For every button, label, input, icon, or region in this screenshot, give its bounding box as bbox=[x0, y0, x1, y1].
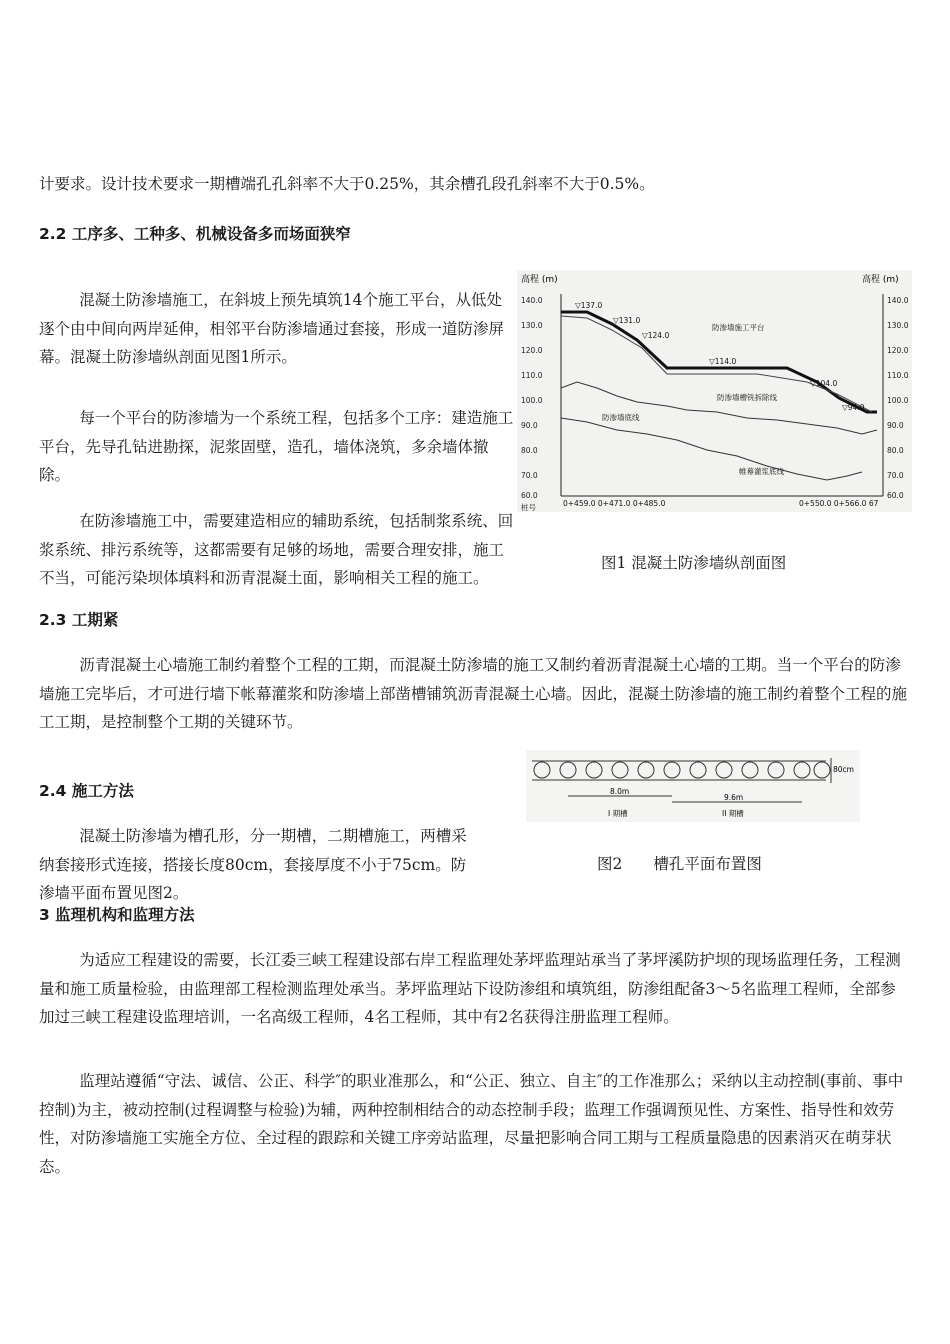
tick-left-5: 90.0 bbox=[521, 421, 538, 430]
tick-right-1: 130.0 bbox=[887, 321, 909, 330]
paragraph-2-2-1: 混凝土防渗墙施工，在斜坡上预先填筑14个施工平台，从低处逐个由中间向两岸延伸，相邻平台防渗墙通过套接，形成一道防渗屏幕。混凝土防渗墙纵剖面见图1所示。 bbox=[39, 291, 505, 366]
dim-b: 9.6m bbox=[724, 793, 744, 802]
elev-137: ▽137.0 bbox=[575, 301, 603, 310]
paragraph-3-2: 监理站遵循“守法、诚信、公正、科学″的职业准那么，和“公正、独立、自主″的工作准那么；采纳以主动控制(事前、事中控制)为主，被动控制(过程调整与检验)为辅，两种控制相结合的动态控制手段；监理工作强调预见性、方案性、指导性和效劳性，对防渗墙施工实施全方位、全过程的跟踪和关键工序旁站监理，尽量把影响合同工期与工程质量隐患的因素消灭在萌芽状态。 bbox=[39, 1072, 904, 1176]
tick-right-7: 70.0 bbox=[887, 471, 904, 480]
label-wall-bottom: 防渗墙底线 bbox=[602, 413, 640, 422]
right-axis-title: 高程 (m) bbox=[862, 275, 899, 285]
label-stage-2: II 期槽 bbox=[722, 809, 744, 818]
figure-1-cross-section bbox=[517, 270, 912, 512]
tick-left-7: 70.0 bbox=[521, 471, 538, 480]
label-platform: 防渗墙施工平台 bbox=[712, 323, 765, 332]
elev-94: ▽94.0 bbox=[842, 403, 865, 412]
figure-1-caption: 图1 混凝土防渗墙纵剖面图 bbox=[601, 554, 787, 572]
dim-width: 80cm bbox=[833, 765, 854, 774]
tick-left-3: 110.0 bbox=[521, 371, 543, 380]
stations-right: 0+550.0 0+566.0 67 bbox=[799, 499, 879, 508]
tick-right-8: 60.0 bbox=[887, 491, 904, 500]
tick-left-1: 130.0 bbox=[521, 321, 543, 330]
heading-2-4: 2.4 施工方法 bbox=[39, 782, 134, 800]
tick-right-4: 100.0 bbox=[887, 396, 909, 405]
tick-left-6: 80.0 bbox=[521, 446, 538, 455]
tick-right-3: 110.0 bbox=[887, 371, 909, 380]
label-stage-1: I 期槽 bbox=[608, 809, 628, 818]
heading-2-2: 2.2 工序多、工种多、机械设备多而场面狭窄 bbox=[39, 225, 351, 243]
heading-2-3: 2.3 工期紧 bbox=[39, 611, 119, 629]
paragraph-2-3-1: 沥青混凝土心墙施工制约着整个工程的工期，而混凝土防渗墙的施工又制约着沥青混凝土心墙的工期。当一个平台的防渗墙施工完毕后，才可进行墙下帐幕灌浆和防渗墙上部凿槽铺筑沥青混凝土心墙。因此，混凝土防渗墙的施工制约着整个工程的施工工期，是控制整个工期的关键环节。 bbox=[39, 656, 908, 731]
tick-left-2: 120.0 bbox=[521, 346, 543, 355]
heading-3: 3 监理机构和监理方法 bbox=[39, 906, 195, 924]
paragraph-2-4-1: 混凝土防渗墙为槽孔形，分一期槽，二期槽施工，两槽采纳套接形式连接，搭接长度80cm，套接厚度不小于75cm。防渗墙平面布置见图2。 bbox=[39, 827, 467, 902]
tick-right-0: 140.0 bbox=[887, 296, 909, 305]
dim-a: 8.0m bbox=[610, 787, 630, 796]
grout-curtain-line bbox=[561, 418, 862, 480]
tick-left-0: 140.0 bbox=[521, 296, 543, 305]
tick-right-2: 120.0 bbox=[887, 346, 909, 355]
stations-left: 0+459.0 0+471.0 0+485.0 bbox=[563, 499, 666, 508]
figure-2-slot-layout bbox=[526, 750, 860, 822]
tick-right-5: 90.0 bbox=[887, 421, 904, 430]
station-label: 桩号 bbox=[521, 503, 536, 512]
elev-131: ▽131.0 bbox=[613, 316, 641, 325]
paragraph-3-1: 为适应工程建设的需要，长江委三峡工程建设部右岸工程监理处茅坪监理站承当了茅坪溪防护坝的现场监理任务，工程测量和施工质量检验，由监理部工程检测监理处承当。茅坪监理站下设防渗组和填筑组，防渗组配备3～5名监理工程师，全部参加过三峡工程建设监理培训，一名高级工程师，4名工程师，其中有2名获得注册监理工程师。 bbox=[39, 951, 901, 1026]
tick-right-6: 80.0 bbox=[887, 446, 904, 455]
paragraph-2-2-2: 每一个平台的防渗墙为一个系统工程，包括多个工序：建造施工平台，先导孔钻进勘探，泥浆固壁，造孔，墙体浇筑，多余墙体撤除。 bbox=[39, 409, 514, 484]
figure-2-caption: 图2 槽孔平面布置图 bbox=[597, 855, 762, 873]
tick-left-4: 100.0 bbox=[521, 396, 543, 405]
label-grout-curtain: 帷幕灌浆底线 bbox=[739, 467, 784, 476]
elev-114: ▽114.0 bbox=[709, 357, 737, 366]
paragraph-2-2-3: 在防渗墙施工中，需要建造相应的辅助系统，包括制浆系统、回浆系统、排污系统等，这都需要有足够的场地，需要合理安排，施工不当，可能污染坝体填料和沥青混凝土面，影响相关工程的施工。 bbox=[39, 512, 514, 587]
elev-104: ▽104.0 bbox=[810, 379, 838, 388]
label-demolition: 防渗墙槽铣拆除线 bbox=[717, 393, 777, 402]
tick-left-8: 60.0 bbox=[521, 491, 538, 500]
elev-124: ▽124.0 bbox=[642, 331, 670, 340]
left-axis-title: 高程 (m) bbox=[521, 275, 558, 285]
paragraph-intro-tail: 计要求。设计技术要求一期槽端孔孔斜率不大于0.25%，其余槽孔段孔斜率不大于0.5%。 bbox=[39, 175, 655, 193]
